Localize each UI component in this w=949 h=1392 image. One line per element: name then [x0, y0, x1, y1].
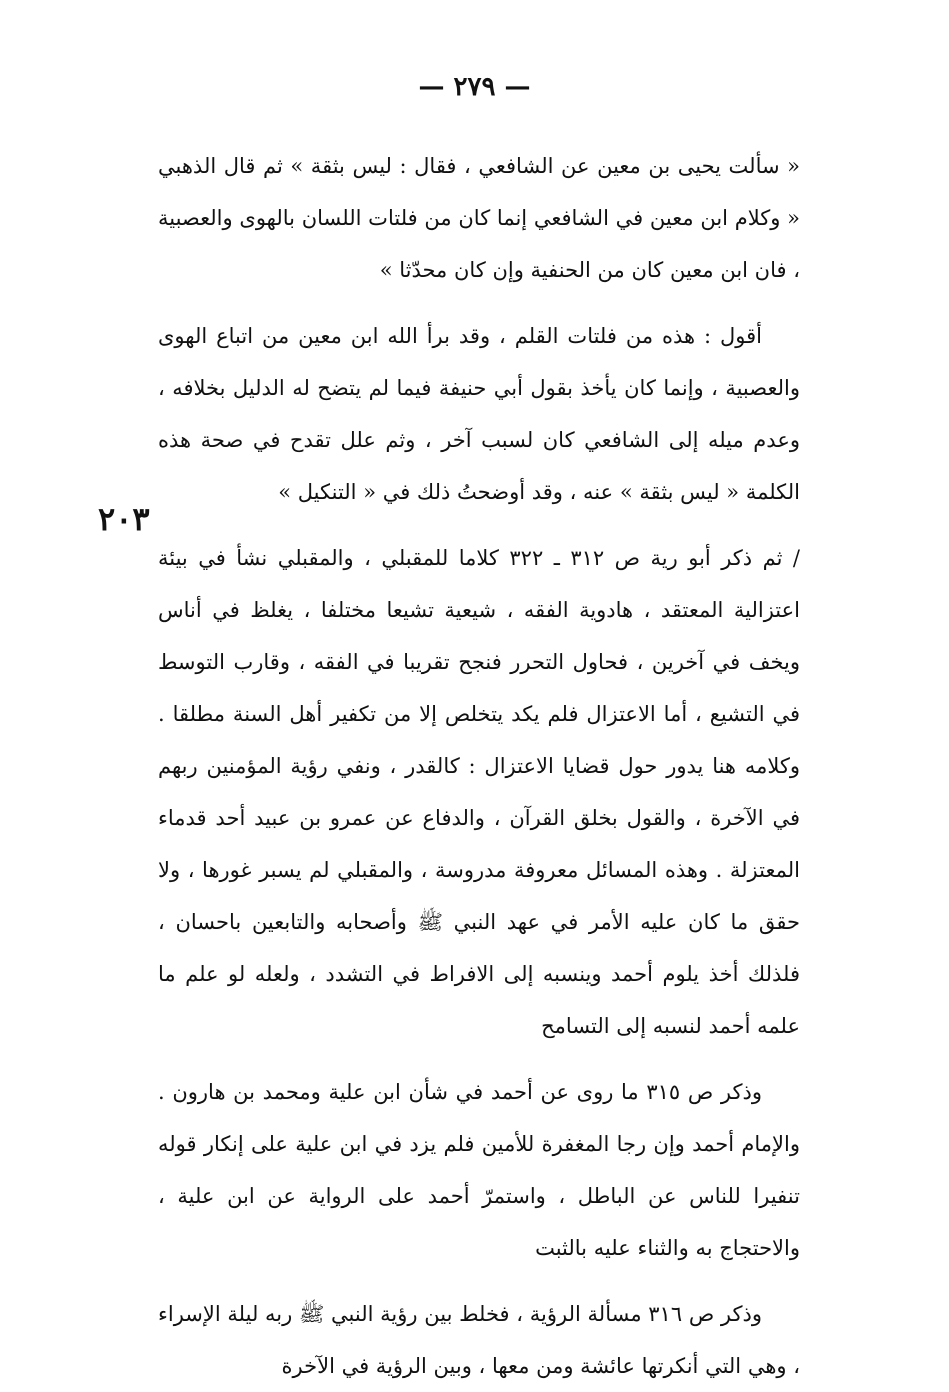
page-number: — ٢٧٩ —: [418, 72, 531, 102]
margin-note: ٢٠٣: [98, 500, 150, 538]
paragraph-1: « سألت يحيى بن معين عن الشافعي ، فقال : ليس بثقة » ثم قال الذهبي « وكلام ابن معين في الشافعي إنما كان من فلتات اللسان بالهوى والعصبية ، فان ابن معين كان من الحنفية وإن كان محدّثا »: [158, 154, 800, 282]
paragraph-2: أقول : هذه من فلتات القلم ، وقد برأ الله ابن معين من اتباع الهوى والعصبية ، وإنما كان يأخذ بقول أبي حنيفة فيما لم يتضح له الدليل بخلافه ، وعدم ميله إلى الشافعي كان لسبب آخر ، وثم علل تقدح في صحة هذه الكلمة « ليس بثقة » عنه ، وقد أوضحتُ ذلك في « التنكيل »: [158, 324, 800, 504]
paragraph-4: وذكر ص ٣١٥ ما روى عن أحمد في شأن ابن علية ومحمد بن هارون . والإمام أحمد وإن رجا المغفرة للأمين فلم يزد في ابن علية على إنكار قوله تنفيرا للناس عن الباطل ، واستمرّ أحمد على الرواية عن ابن علية ، والاحتجاج به والثناء عليه بالثبت: [158, 1080, 800, 1260]
page-body: [158, 140, 800, 1392]
paragraph-3: / ثم ذكر أبو رية ص ٣١٢ ـ ٣٢٢ كلاما للمقبلي ، والمقبلي نشأ في بيئة اعتزالية المعتقد ، هادوية الفقه ، شيعية تشيعا مختلفا ، يغلظ في أناس ويخف في آخرين ، فحاول التحرر فنجح تقريبا في الفقه ، وقارب التوسط في التشيع ، أما الاعتزال فلم يكد يتخلص إلا من تكفير أهل السنة مطلقا . وكلامه هنا يدور حول قضايا الاعتزال : كالقدر ، ونفي رؤية المؤمنين ربهم في الآخرة ، والقول بخلق القرآن ، والدفاع عن عمرو بن عبيد أحد قدماء المعتزلة . وهذه المسائل معروفة مدروسة ، والمقبلي لم يسبر غورها ، ولا حقق ما كان عليه الأمر في عهد النبي ﷺ وأصحابه والتابعين باحسان ، فلذلك أخذ يلوم أحمد وينسبه إلى الافراط في التشدد ، ولعله لو علم ما علمه أحمد لنسبه إلى التسامح: [158, 546, 800, 1038]
paragraph-5: وذكر ص ٣١٦ مسألة الرؤية ، فخلط بين رؤية النبي ﷺ ربه ليلة الإسراء ، وهي التي أنكرتها عائشة ومن معها ، وبين الرؤية في الآخرة: [158, 1302, 800, 1378]
